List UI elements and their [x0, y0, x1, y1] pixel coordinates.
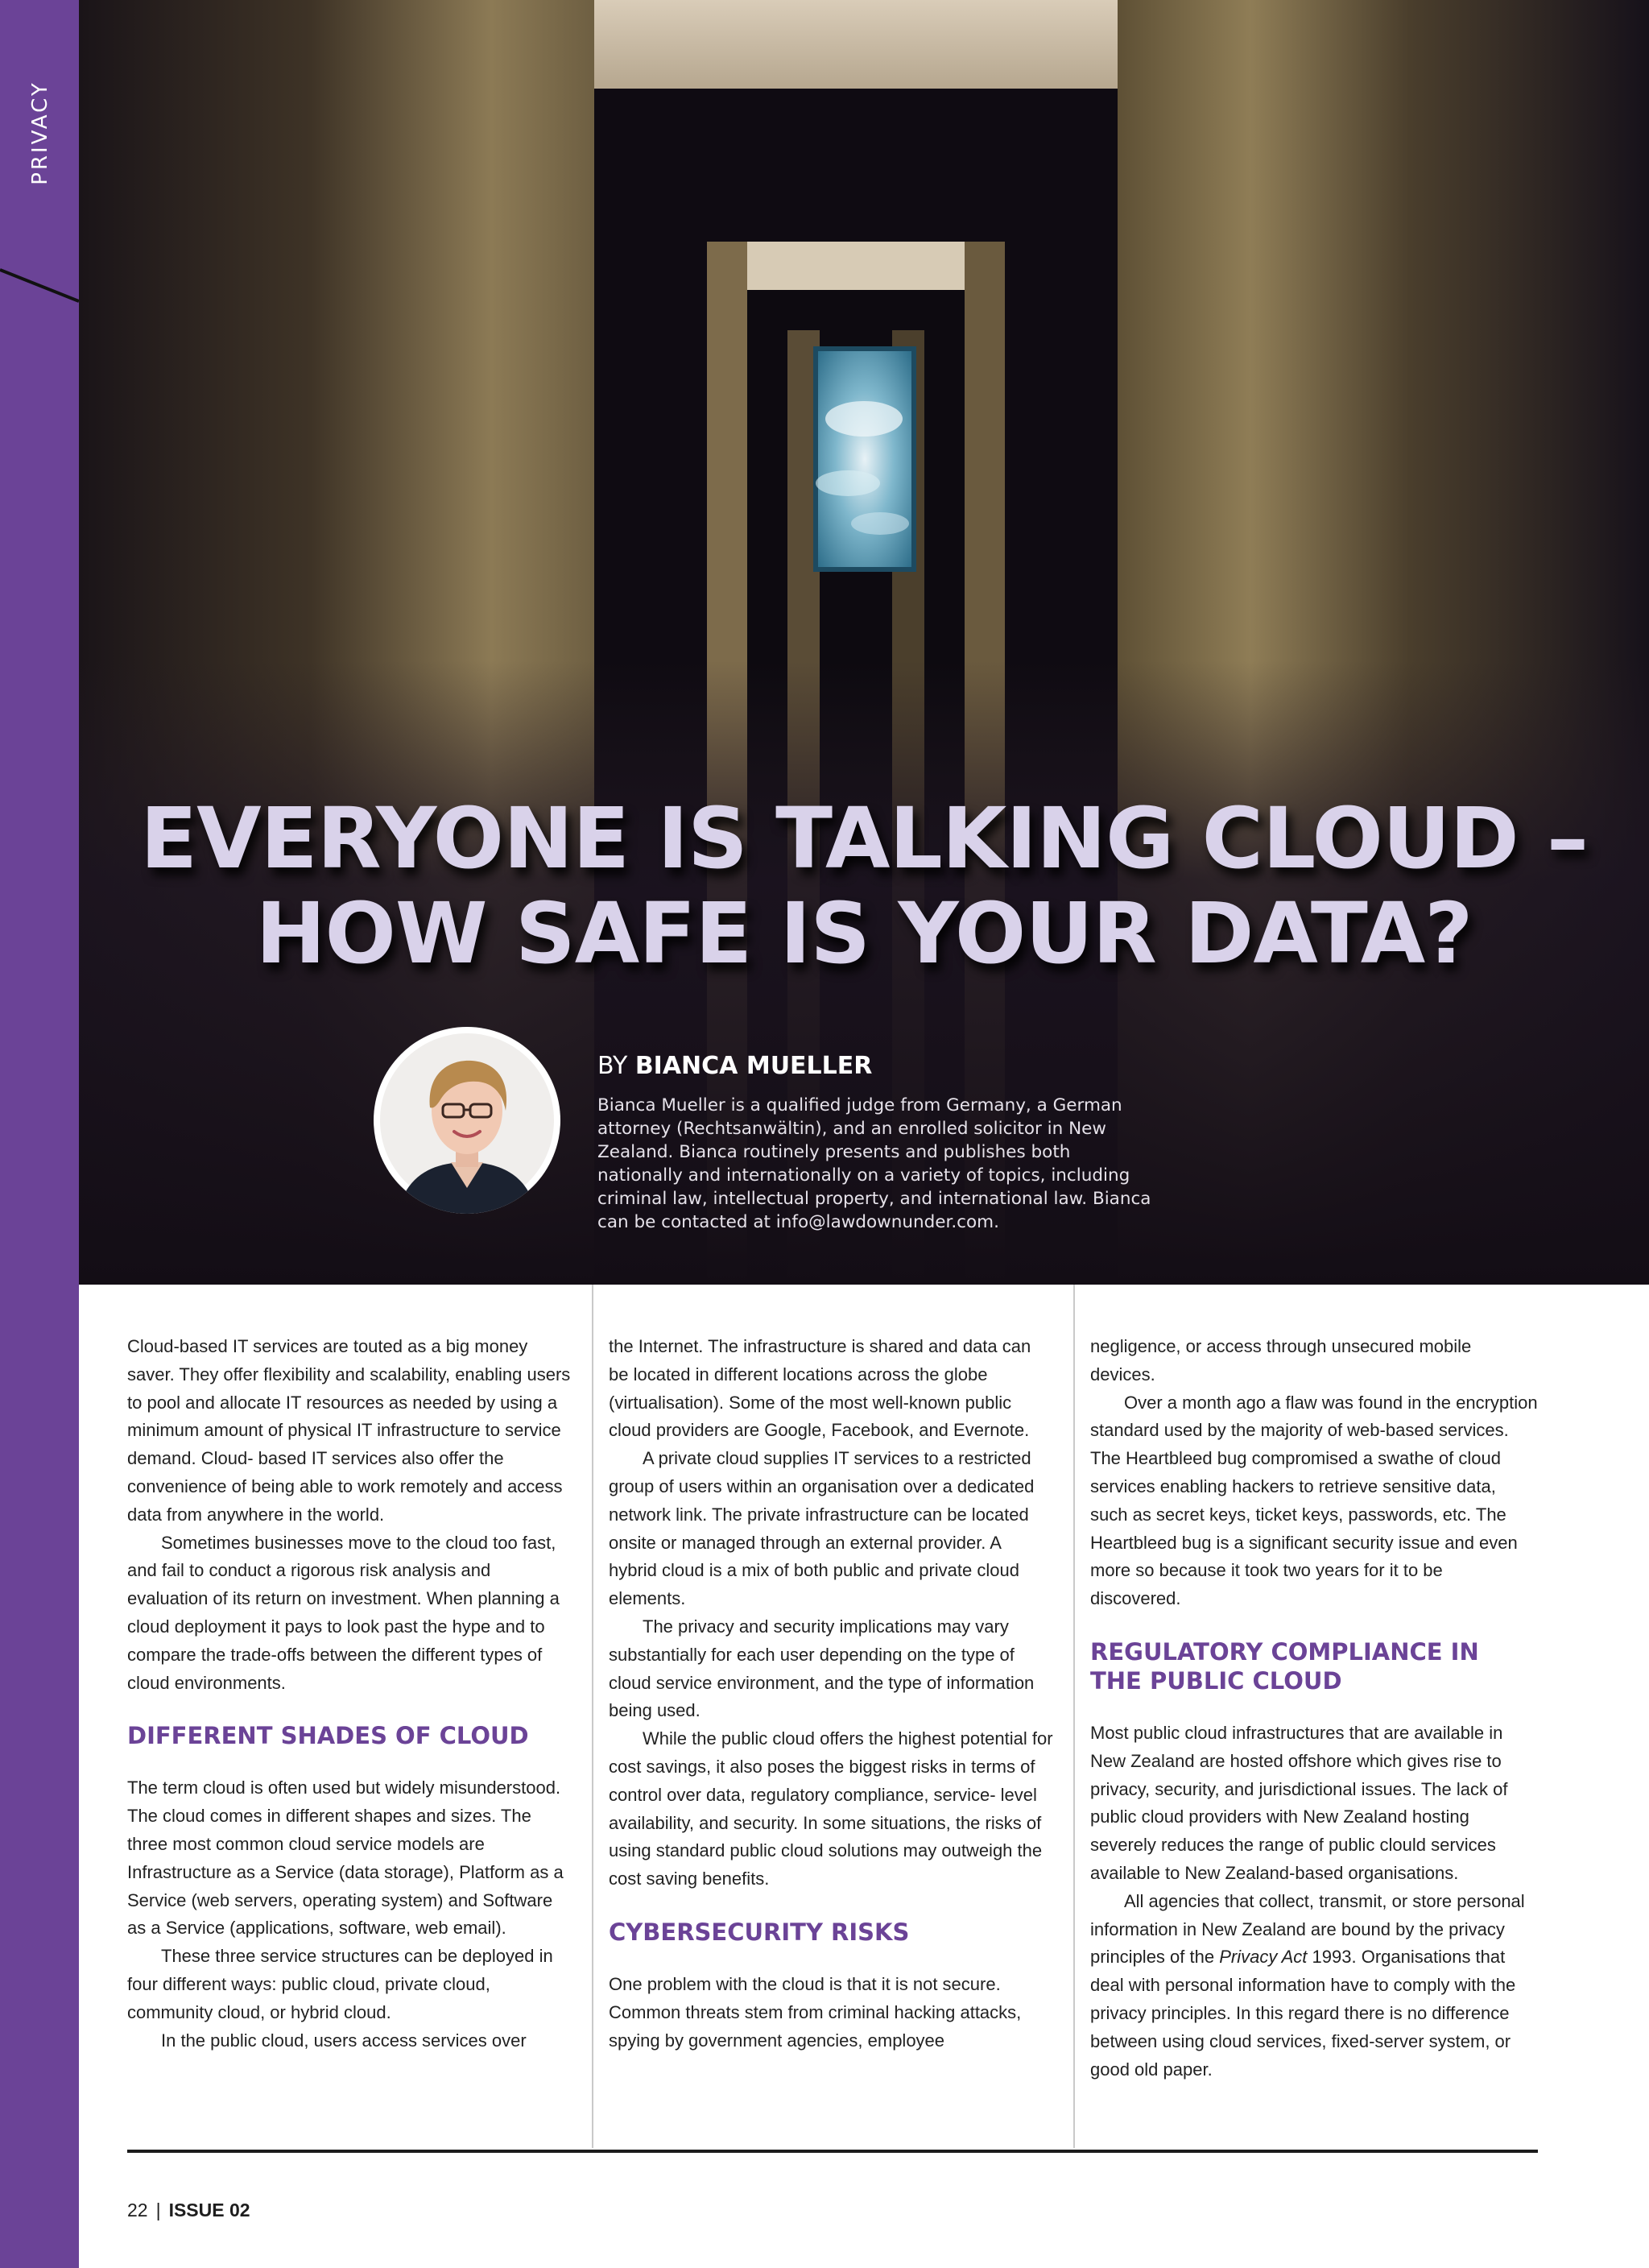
text-run: All agencies that collect, transmit, or store personal information in New Zealand are bound by the privacy principles of the	[1090, 1890, 1525, 1968]
section-strip	[0, 0, 79, 2268]
subheading-cybersecurity: CYBERSECURITY RISKS	[609, 1918, 910, 1946]
subheading-regulatory-compliance	[1090, 1637, 1538, 1695]
byline-prefix: BY	[597, 1052, 628, 1080]
paragraph: In the public cloud, users access services over	[161, 2030, 527, 2051]
footer-rule	[127, 2150, 1538, 2153]
page-footer	[127, 2200, 250, 2221]
headline-line-1: EVERYONE IS TALKING CLOUD –	[140, 789, 1588, 888]
column-2	[609, 1285, 1053, 2120]
paragraph: Cloud-based IT services are touted as a big money saver. They offer flexibility and scalability, enabling users to pool and allocate IT resources as needed by using a minimum amount of physical IT infrastructure to service demand. Cloud- based IT services also offer the convenience of being able to work remotely and access data from anywhere in the world.	[127, 1336, 571, 1525]
subheading-line: REGULATORY COMPLIANCE IN	[1090, 1637, 1479, 1666]
section-tab	[0, 0, 79, 298]
footer-separator: |	[155, 2200, 161, 2220]
paragraph: Over a month ago a flaw was found in the encryption standard used by the majority of web-based services. The Heartbleed bug compromised a swathe of cloud services enabling hackers to retrieve sensitive data, such as secret keys, ticket keys, passwords, etc. The Heartbleed bug is a significant security issue and even more so because it took two years for it to be discovered.	[1090, 1392, 1538, 1609]
hero-image	[79, 0, 1649, 1285]
author-bio: Bianca Mueller is a qualified judge from Germany, a German attorney (Rechtsanwältin), and an enrolled solicitor in New Zealand. Bianca routinely presents and publishes both nationally and internationally on a variety of topics, including criminal law, intellectual property, and international law. Bianca can be contacted at info@lawdownunder.com.	[597, 1095, 1151, 1232]
headline-line-2: HOW SAFE IS YOUR DATA?	[255, 884, 1473, 983]
column-divider	[592, 1285, 593, 2148]
author-portrait	[374, 1027, 560, 1214]
author-name: BIANCA MUELLER	[634, 1052, 873, 1080]
headline	[79, 791, 1649, 981]
paragraph: While the public cloud offers the highest potential for cost savings, it also poses the biggest risks in terms of control over data, regulatory compliance, service- level availability, and security. In some situations, the risks of using standard public cloud solutions may outweigh the cost saving benefits.	[609, 1728, 1053, 1889]
paragraph: The privacy and security implications may vary substantially for each user depending on the type of cloud service environment, and the type of information being used.	[609, 1616, 1035, 1721]
paragraph: Sometimes businesses move to the cloud too fast, and fail to conduct a rigorous risk analysis and evaluation of its return on investment. When planning a cloud deployment it pays to look past the hype and to compare the trade-offs between the different types of cloud environments.	[127, 1532, 560, 1693]
text-run: 1993. Organisations that deal with personal information have to comply with the privacy principles. In this regard there is no difference between using cloud services, fixed-server system, or good old paper.	[1090, 1947, 1516, 2080]
privacy-act-title: Privacy Act	[1219, 1947, 1308, 1968]
paragraph: A private cloud supplies IT services to a restricted group of users within an organisation over a dedicated network link. The private infrastructure can be located onsite or managed through an external provider. A hybrid cloud is a mix of both public and private cloud elements.	[609, 1448, 1035, 1609]
article-body	[127, 1285, 1538, 2151]
subheading-line: THE PUBLIC CLOUD	[1090, 1666, 1342, 1695]
section-label: PRIVACY	[28, 81, 52, 185]
paragraph	[1090, 1888, 1538, 2084]
column-3	[1090, 1285, 1538, 2120]
paragraph: Most public cloud infrastructures that are available in New Zealand are hosted offshore which gives rise to privacy, security, and jurisdictional issues. The lack of public cloud providers with New Zealand hosting severely reduces the range of public clould services available to New Zealand-based organisations.	[1090, 1722, 1508, 1883]
paragraph: negligence, or access through unsecured mobile devices.	[1090, 1336, 1472, 1384]
author-avatar	[374, 1027, 560, 1214]
paragraph: the Internet. The infrastructure is shared and data can be located in different locations across the globe (virtualisation). Some of the most well-known public cloud providers are Google, Facebook, and Evernote.	[609, 1336, 1031, 1441]
corridor-photo	[79, 0, 1649, 1285]
byline	[597, 1052, 872, 1080]
issue-label: ISSUE 02	[168, 2200, 250, 2220]
page-number: 22	[127, 2200, 148, 2220]
column-1	[127, 1285, 572, 2120]
subheading-different-shades: DIFFERENT SHADES OF CLOUD	[127, 1722, 529, 1750]
section-divider-line	[0, 0, 79, 322]
paragraph: These three service structures can be deployed in four different ways: public cloud, private cloud, community cloud, or hybrid cloud.	[127, 1946, 553, 2022]
column-divider	[1073, 1285, 1075, 2148]
paragraph: One problem with the cloud is that it is not secure. Common threats stem from criminal hacking attacks, spying by government agencies, employee	[609, 1973, 1022, 2051]
paragraph: The term cloud is often used but widely misunderstood. The cloud comes in different shapes and sizes. The three most common cloud service models are Infrastructure as a Service (data storage), Platform as a Service (web servers, operating system) and Software as a Service (applications, software, web email).	[127, 1778, 564, 1939]
